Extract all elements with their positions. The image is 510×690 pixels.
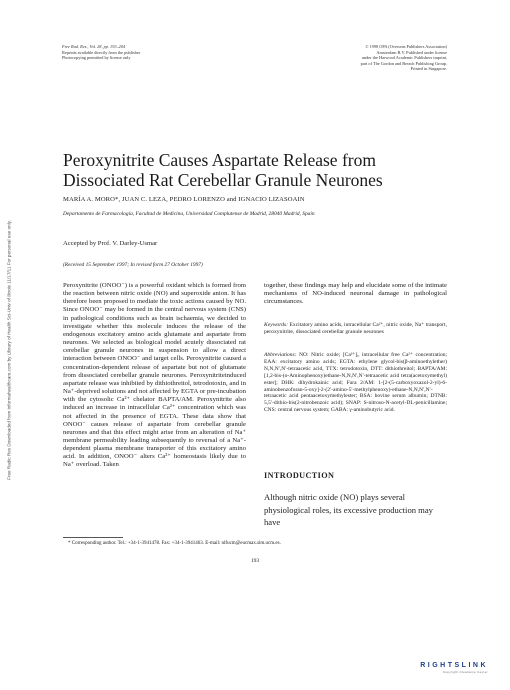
copyright-line-5: Printed in Singapore. bbox=[410, 66, 447, 72]
received-dates: (Received 15 September 1997; In revised form 27 October 1997) bbox=[63, 262, 203, 268]
article-title: Peroxynitrite Causes Aspartate Release from Dissociated Rat Cerebellar Granule Neurones bbox=[63, 150, 383, 190]
copyright-line-4: part of The Gordon and Breach Publishing Group. bbox=[360, 60, 447, 66]
accepted-by: Accepted by Prof. V. Darley-Usmar bbox=[63, 240, 158, 247]
journal-header-right bbox=[300, 44, 447, 72]
logo-subtext: Copyright Clearance Center bbox=[442, 670, 488, 674]
corresponding-author-footnote: * Corresponding author. Tel.: +34-1-3941478. Fax: +34-1-3941463. E-mail: nlfucm@eucmax.sim.ucm.es. bbox=[68, 541, 281, 546]
abstract-right-column: together, these findings may help and elucidate some of the intimate mechanisms of NO-induced neuronal damage in pathological circumstances. bbox=[264, 282, 447, 306]
abbreviations-label: Abbreviations: bbox=[264, 352, 297, 358]
introduction-heading: INTRODUCTION bbox=[264, 471, 335, 480]
affiliation: Departamento de Farmacología, Facultad de Medicina, Universidad Complutense de Madrid, 28040 Madrid, Spain bbox=[63, 211, 315, 217]
abbreviations-text: NO: Nitric oxide; [Ca²⁺]ᵢ, intracellular free Ca²⁺ concentration; EAA: excitatory amino acids; EGTA: ethylene glycol-bis(β-aminoethylether) N,N,N′,N′-tetraacetic acid, TTX: tetrodotoxin, DTT: dithiothreitol; BAPTA/AM: [1,2-bis-(o-Aminophenoxy)ethane-N,N,N′,N′-tetraacetic acid tetra(acetoxymethyl) ester]; DHK: dihydrokainic acid; Fura 2/AM: 1-[2-(5-carboxyoxazol-2-yl)-6-aminobenzofuran-5-oxy]-2-(2′-amino-5′-methylphenoxy)-ethane-N,N,N′,N′-tetraacetic acid pentaacetoxymethylester; BSA: bovine serum albumin; DTNB: 5,5′-dithio-bis(2-nitrobenzoic acid); SNAP: S-nitroso-N-acetyl-DL-penicillamine; CNS: central nervous system; GABA: γ-aminobutyric acid. bbox=[264, 352, 447, 414]
journal-citation: Free Rad. Res., Vol. 28, pp. 193–204 bbox=[62, 44, 126, 49]
keywords-label: Keywords: bbox=[264, 322, 289, 328]
abstract-left-column: Peroxynitrite (ONOO⁻) is a powerful oxidant which is formed from the reaction between nitric oxide (NO) and superoxide anion. It has therefore been proposed to mediate the toxic actions caused by NO. Since ONOO⁻ may be formed in the central nervous system (CNS) in pathological conditions such as brain ischaemia, we decided to investigate whether this molecule induces the release of the endogenous excitatory amino acids glutamate and aspartate from neurones. We selected as biological model acutely dissociated rat cerebellar granule neurones in suspension to allow a direct interaction between ONOO⁻ and target cells. Peroxynitrite caused a concentration-dependent release of aspartate but not of glutamate from dissociated cerebellar granule neurones. Peroxynitriteinduced aspartate release was inhibited by dithiothreitol, tetrodotoxin, and in Na⁺-deprived solutions and not affected by EGTA or pre-incubation with the cytosolic Ca²⁺ chelator BAPTA/AM. Peroxynitrite also induced an increase in intracellular Ca²⁺ concentration which was not affected in the presence of EGTA. These data show that ONOO⁻ causes release of aspartate from cerebellar granule neurones and that this effect might arise from an alteration of Na⁺ membrane permeability leading subsequently to reversal of a Na⁺-dependent plasma membrane transporter of this excitatory amino acid. In addition, ONOO⁻ alters Ca²⁺ homeostasis likely due to Na⁺ overload. Taken bbox=[63, 282, 246, 469]
footnote-divider bbox=[63, 537, 123, 538]
abbreviations-block bbox=[264, 352, 447, 414]
side-note-text: Free Radic Res Downloaded from informahealthcare.com by Library of Health Sci-Univ of Ilinois 11/17/11 For personal use only. bbox=[6, 220, 12, 480]
author-list: MARÍA A. MORO*, JUAN C. LEZA, PEDRO LORENZO and IGNACIO LIZASOAIN bbox=[63, 196, 305, 203]
reprints-note: Reprints available directly from the publisher bbox=[62, 49, 141, 55]
keywords-block bbox=[264, 322, 447, 336]
logo-text: RIGHTSLINK bbox=[420, 662, 488, 669]
copyright-line-1: © 1998 OPA (Overseas Publishers Association) bbox=[365, 44, 447, 49]
download-side-note bbox=[2, 150, 16, 550]
introduction-text: Although nitric oxide (NO) plays several physiological roles, its excessive production may have bbox=[264, 492, 433, 528]
rightslink-logo bbox=[420, 662, 488, 674]
copyright-line-2: Amsterdam B.V. Published under license bbox=[376, 49, 447, 55]
journal-header-left bbox=[62, 44, 242, 61]
keywords-text: Excitatory amino acids, intracellular Ca²⁺, nitric oxide, Na⁺ transport, peroxynitrite, dissociated cerebellar granule neurones bbox=[264, 322, 447, 335]
copyright-line-3: under the Harwood Academic Publishers imprint, bbox=[361, 55, 447, 61]
photocopy-note: Photocopying permitted by license only bbox=[62, 55, 131, 61]
page-number: 193 bbox=[250, 558, 260, 564]
